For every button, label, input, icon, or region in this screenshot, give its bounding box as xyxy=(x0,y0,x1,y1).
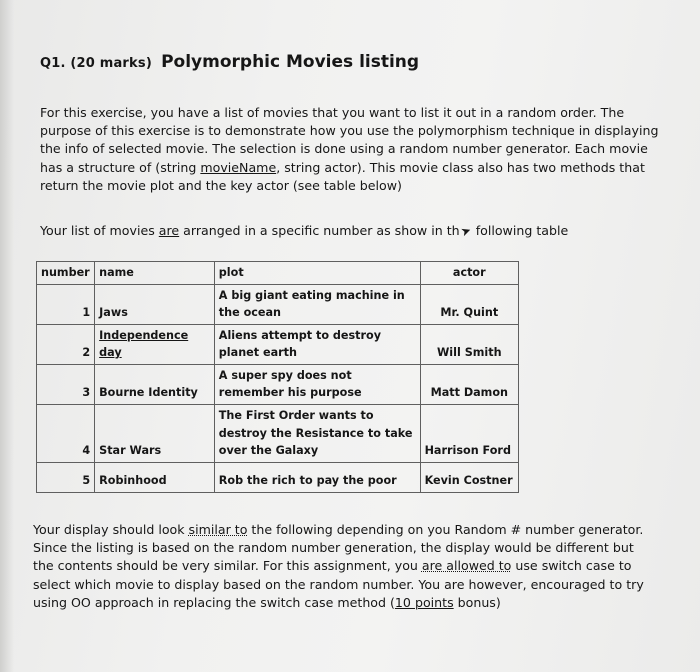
closing-line: select which movie to display based on the random number. You are however, encouraged to try xyxy=(33,576,644,592)
underlined-phrase: similar to xyxy=(188,522,248,537)
cell-number: 4 xyxy=(37,404,95,462)
cell-plot: Rob the rich to pay the poor xyxy=(214,462,420,492)
closing-text: the following depending on you Random # number generator. xyxy=(247,522,644,537)
intro-line: the info of selected movie. The selection is done using a random number generator. Each movie xyxy=(40,141,648,157)
underlined-phrase: 10 points xyxy=(394,594,454,610)
header-number: number xyxy=(37,262,95,285)
closing-line xyxy=(33,557,644,575)
underlined-phrase: are allowed to xyxy=(421,558,512,574)
cell-actor: Will Smith xyxy=(420,324,518,364)
cell-name: Independence day xyxy=(95,324,215,364)
cell-actor: Mr. Quint xyxy=(420,284,518,324)
closing-paragraph xyxy=(33,521,644,612)
question-number: Q1. (20 marks) xyxy=(40,56,152,71)
question-title: Polymorphic Movies listing xyxy=(161,52,420,72)
list-intro-text: Your list of movies xyxy=(40,223,159,238)
table-row xyxy=(37,364,519,404)
cell-number: 1 xyxy=(37,284,95,324)
intro-line: For this exercise, you have a list of movies that you want to list it out in a random order. The xyxy=(40,105,625,120)
movie-name-term: movieName xyxy=(200,159,277,175)
closing-text: bonus) xyxy=(453,594,501,610)
list-intro-line xyxy=(40,222,568,240)
intro-paragraph xyxy=(40,104,658,195)
cell-plot: A big giant eating machine in the ocean xyxy=(214,284,420,324)
cell-actor: Harrison Ford xyxy=(420,404,518,462)
cell-name: Bourne Identity xyxy=(95,364,215,404)
header-plot: plot xyxy=(214,262,420,285)
intro-line: return the movie plot and the key actor (see table below) xyxy=(40,177,402,193)
closing-text: Your display should look xyxy=(33,522,189,537)
cell-name: Jaws xyxy=(95,284,215,324)
closing-line: Since the listing is based on the random number generation, the display would be different but xyxy=(33,540,634,556)
question-heading xyxy=(40,52,419,72)
intro-line xyxy=(40,159,658,177)
movies-table xyxy=(36,261,519,493)
closing-line xyxy=(33,521,644,539)
header-actor: actor xyxy=(420,262,518,285)
closing-line xyxy=(33,594,644,612)
intro-line: purpose of this exercise is to demonstrate how you use the polymorphism technique in displaying xyxy=(40,123,659,139)
page-edge-shadow xyxy=(0,0,14,672)
header-name: name xyxy=(95,262,215,285)
cell-name: Star Wars xyxy=(95,404,215,462)
closing-text: use switch case to xyxy=(511,558,632,574)
closing-text: using OO approach in replacing the switch case method ( xyxy=(33,594,395,610)
cell-number: 5 xyxy=(37,462,95,492)
underlined-word: are xyxy=(158,223,180,238)
table-row xyxy=(37,324,519,364)
table-row xyxy=(37,462,519,492)
intro-text: , string actor). This movie class also has two methods that xyxy=(276,159,645,175)
cell-plot: A super spy does not remember his purpose xyxy=(214,364,420,404)
cell-number: 2 xyxy=(37,324,95,364)
list-intro-text: arranged in a specific number as show in th xyxy=(179,223,460,238)
closing-text: the contents should be very similar. For this assignment, you xyxy=(33,558,422,574)
cell-name: Robinhood xyxy=(95,462,215,492)
cell-number: 3 xyxy=(37,364,95,404)
table-row xyxy=(37,404,519,462)
cell-plot: The First Order wants to destroy the Resistance to take over the Galaxy xyxy=(214,404,420,462)
list-intro-text: following table xyxy=(471,223,569,238)
intro-text: has a structure of (string xyxy=(40,159,201,175)
cell-plot: Aliens attempt to destroy planet earth xyxy=(214,324,420,364)
table-row xyxy=(37,284,519,324)
cell-actor: Kevin Costner xyxy=(420,462,518,492)
mouse-cursor-icon: ➤ xyxy=(458,222,473,240)
cell-actor: Matt Damon xyxy=(420,364,518,404)
table-header-row xyxy=(37,262,519,285)
